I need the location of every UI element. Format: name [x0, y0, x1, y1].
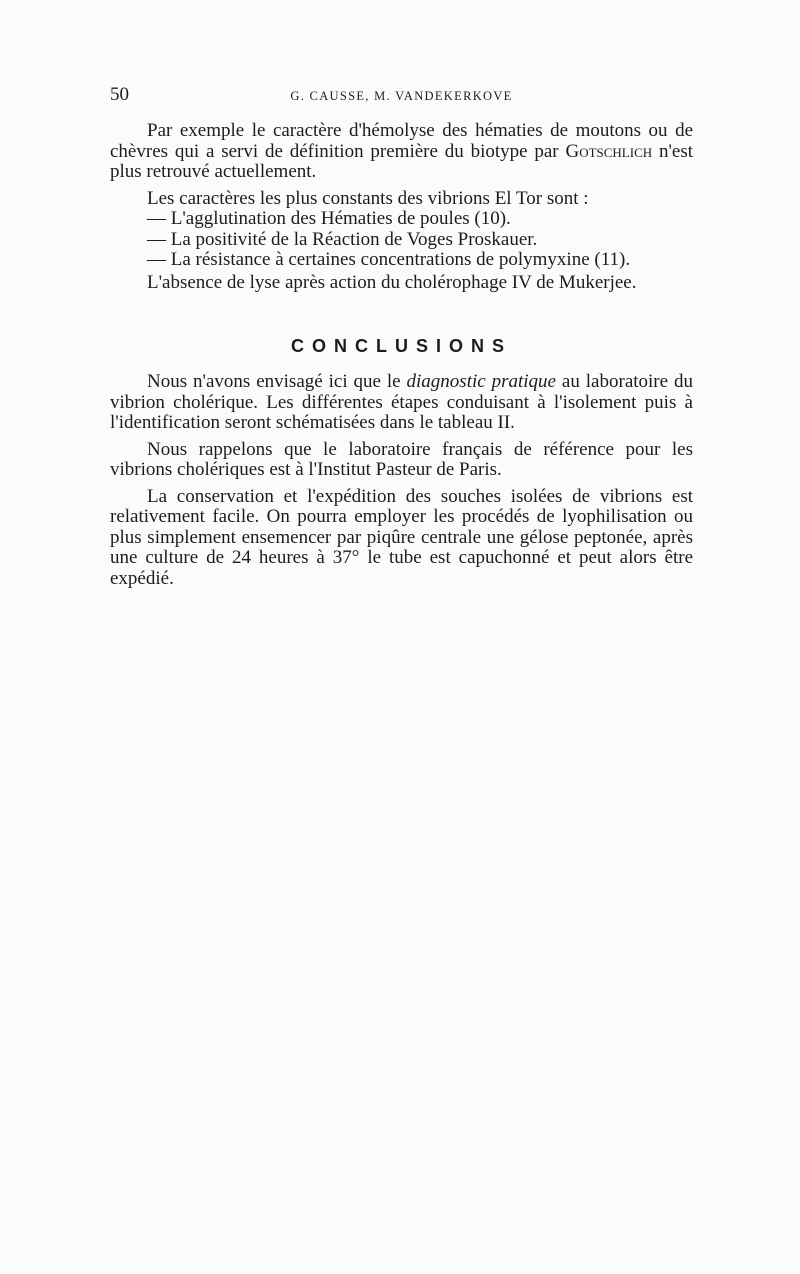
- paragraph-conservation: La conservation et l'expédition des souches isolées de vibrions est relativement facile. On pourra employer les procédés de lyophilisation ou plus simplement ensemencer par piqûre centrale une gélose peptonée, après une culture de 24 heures à 37° le tube est capuchonné et peut alors être expédié.: [110, 485, 693, 589]
- paragraph-gotschlich: Par exemple le caractère d'hémolyse des hématies de moutons ou de chèvres qui a servi de définition première du biotype par Gotschlich n'est plus retrouvé actuellement.: [110, 120, 693, 182]
- italic-phrase: diagnostic pratique: [406, 371, 556, 392]
- list-item-polymyxine: — La résistance à certaines concentrations de polymyxine (11).: [147, 249, 631, 270]
- author-name: Gotschlich: [565, 140, 653, 162]
- page-number: 50: [110, 84, 129, 105]
- conclusions-heading: CONCLUSIONS: [290, 336, 512, 356]
- paragraph-el-tor-characteristics: Les caractères les plus constants des vibrions El Tor sont :: [147, 187, 589, 209]
- page-header: [110, 84, 693, 110]
- paragraph-cholerophage: L'absence de lyse après action du cholérophage IV de Mukerjee.: [147, 271, 637, 293]
- paragraph-reference-lab: Nous rappelons que le laboratoire français de référence pour les vibrions cholériques est à l'Institut Pasteur de Paris.: [110, 438, 693, 480]
- intro-section: [110, 121, 693, 293]
- running-title: G. CAUSSE, M. VANDEKERKOVE: [290, 89, 513, 103]
- paragraph-diagnostic: Nous n'avons envisagé ici que le diagnostic pratique au laboratoire du vibrion cholérique. Les différentes étapes conduisant à l'isolement puis à l'identification seront schématisées dans le tableau II.: [110, 371, 693, 433]
- list-item-voges-proskauer: — La positivité de la Réaction de Voges Proskauer.: [147, 228, 538, 250]
- list-item-agglutination: — L'agglutination des Hématies de poules (10).: [147, 208, 511, 229]
- conclusions-section: [110, 372, 693, 589]
